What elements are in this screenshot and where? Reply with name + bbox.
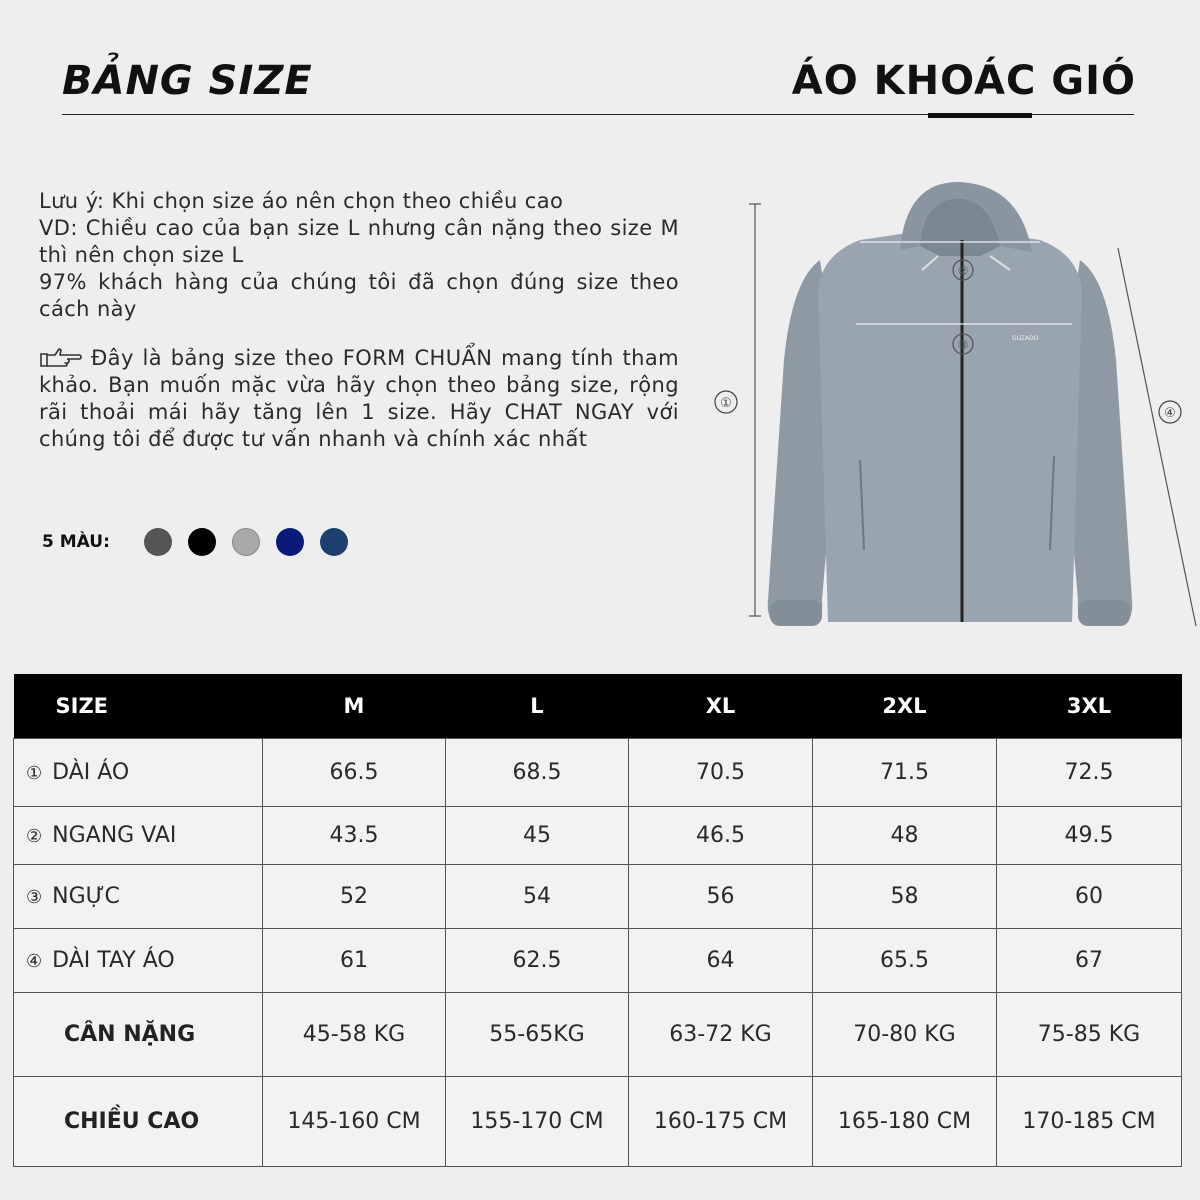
table-cell: 71.5 xyxy=(813,738,997,806)
table-cell: 170-185 CM xyxy=(997,1076,1182,1166)
table-cell: 63-72 KG xyxy=(629,992,813,1076)
size-col-l: L xyxy=(446,674,629,738)
table-row xyxy=(14,806,1182,864)
size-header-row xyxy=(14,674,1182,738)
color-swatch-black[interactable] xyxy=(188,528,216,556)
marker-3-label: ③ xyxy=(957,338,969,352)
table-cell: 46.5 xyxy=(629,806,813,864)
row-label: ④ DÀI TAY ÁO xyxy=(14,928,263,992)
note-line-3: 97% khách hàng của chúng tôi đã chọn đúng size theo cách này xyxy=(39,270,679,321)
table-cell: 75-85 KG xyxy=(997,992,1182,1076)
table-cell: 54 xyxy=(446,864,629,928)
note-line-1: Lưu ý: Khi chọn size áo nên chọn theo chiều cao xyxy=(39,189,564,213)
page-title: BẢNG SIZE xyxy=(62,58,313,104)
table-cell: 62.5 xyxy=(446,928,629,992)
table-cell: 160-175 CM xyxy=(629,1076,813,1166)
color-swatch-blue[interactable] xyxy=(320,528,348,556)
colors-label: 5 MÀU: xyxy=(42,532,110,552)
table-row xyxy=(14,864,1182,928)
size-table xyxy=(13,674,1182,1167)
table-cell: 60 xyxy=(997,864,1182,928)
table-cell: 52 xyxy=(263,864,446,928)
height-label: CHIỀU CAO xyxy=(14,1076,263,1166)
table-row xyxy=(14,992,1182,1076)
row-label: ③ NGỰC xyxy=(14,864,263,928)
table-cell: 72.5 xyxy=(997,738,1182,806)
table-cell: 61 xyxy=(263,928,446,992)
table-cell: 68.5 xyxy=(446,738,629,806)
size-header-label: SIZE xyxy=(14,674,263,738)
color-swatch-dark-gray[interactable] xyxy=(144,528,172,556)
jacket-shape xyxy=(768,182,1133,626)
table-cell: 48 xyxy=(813,806,997,864)
table-cell: 155-170 CM xyxy=(446,1076,629,1166)
marker-4-label: ④ xyxy=(1164,406,1176,421)
table-cell: 65.5 xyxy=(813,928,997,992)
table-row xyxy=(14,738,1182,806)
table-cell: 55-65KG xyxy=(446,992,629,1076)
row-label: ① DÀI ÁO xyxy=(14,738,263,806)
header-accent-bar xyxy=(928,113,1032,118)
table-row xyxy=(14,1076,1182,1166)
marker-1-label: ① xyxy=(720,396,732,411)
table-cell: 145-160 CM xyxy=(263,1076,446,1166)
length-measure-line xyxy=(749,204,761,616)
table-row xyxy=(14,928,1182,992)
table-cell: 58 xyxy=(813,864,997,928)
form-note-text: Đây là bảng size theo FORM CHUẨN mang tính tham khảo. Bạn muốn mặc vừa hãy chọn theo bảng size, rộng rãi thoải mái hãy tăng lên 1 size. Hãy CHAT NGAY với chúng tôi để được tư vấn nhanh và chính xác nhất xyxy=(39,346,679,451)
color-swatch-light-gray[interactable] xyxy=(232,528,260,556)
form-note xyxy=(39,345,679,453)
chest-brand-print: GUZADO xyxy=(1012,335,1039,342)
table-cell: 45 xyxy=(446,806,629,864)
color-swatch-navy[interactable] xyxy=(276,528,304,556)
size-col-2xl: 2XL xyxy=(813,674,997,738)
table-cell: 70.5 xyxy=(629,738,813,806)
table-cell: 66.5 xyxy=(263,738,446,806)
row-label: ② NGANG VAI xyxy=(14,806,263,864)
marker-2-label: ② xyxy=(957,264,969,278)
color-options xyxy=(42,528,364,556)
table-cell: 70-80 KG xyxy=(813,992,997,1076)
table-cell: 43.5 xyxy=(263,806,446,864)
table-cell: 67 xyxy=(997,928,1182,992)
size-col-3xl: 3XL xyxy=(997,674,1182,738)
note-line-2: VD: Chiều cao của bạn size L nhưng cân nặng theo size M thì nên chọn size L xyxy=(39,216,679,267)
size-col-xl: XL xyxy=(629,674,813,738)
table-cell: 45-58 KG xyxy=(263,992,446,1076)
jacket-measurement-diagram xyxy=(700,170,1200,640)
table-cell: 49.5 xyxy=(997,806,1182,864)
size-col-m: M xyxy=(263,674,446,738)
table-cell: 56 xyxy=(629,864,813,928)
table-cell: 64 xyxy=(629,928,813,992)
pointing-hand-icon xyxy=(39,346,91,368)
weight-label: CÂN NẶNG xyxy=(14,992,263,1076)
size-notes xyxy=(39,188,679,453)
product-title: ÁO KHOÁC GIÓ xyxy=(791,58,1136,104)
table-cell: 165-180 CM xyxy=(813,1076,997,1166)
